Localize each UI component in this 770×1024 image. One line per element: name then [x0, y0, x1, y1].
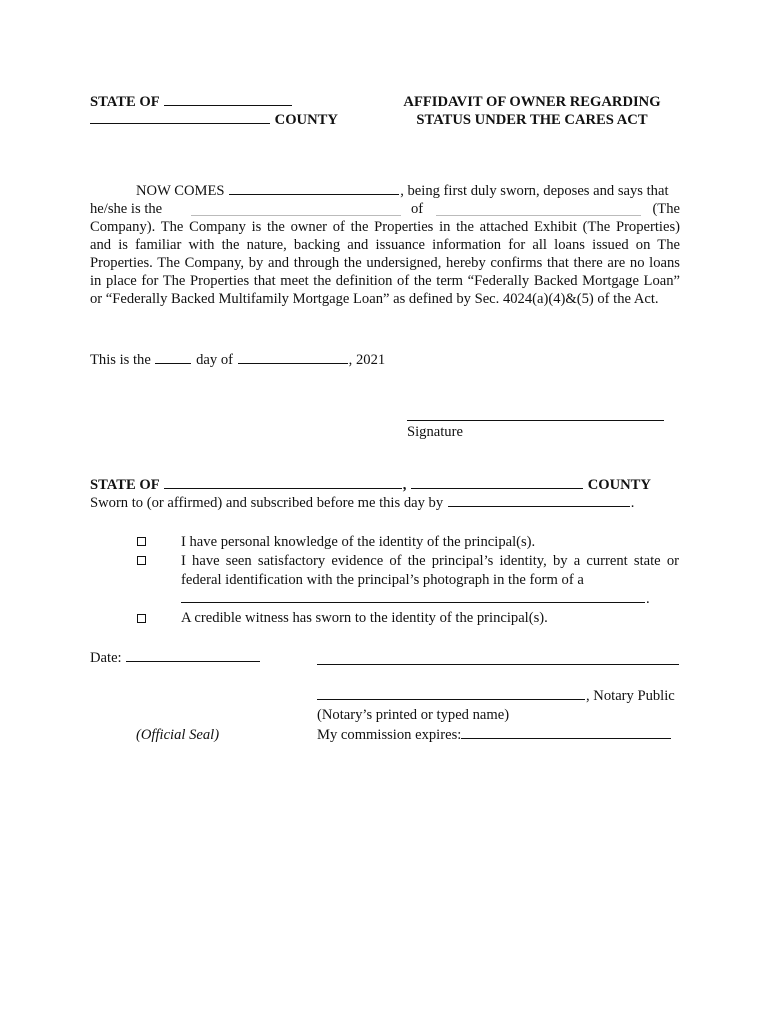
this-is-the-text: This is the	[90, 352, 151, 368]
paragraph-line-5: Properties. The Company, by and through the undersigned, hereby confirms that there are no loans	[90, 255, 680, 271]
day-of-text: day of	[196, 352, 234, 368]
state-blank[interactable]	[164, 104, 292, 106]
official-seal-label: (Official Seal)	[136, 727, 220, 743]
signature-line[interactable]	[407, 420, 664, 421]
paragraph-line-1	[90, 182, 680, 200]
the-paren-text: (The	[652, 201, 680, 217]
commission-expires-text: My commission expires:	[317, 727, 462, 743]
affiant-name-blank[interactable]	[229, 193, 399, 195]
year-text: , 2021	[348, 352, 386, 368]
paragraph-line-3: Company). The Company is the owner of the Properties in the attached Exhibit (The Properties)	[90, 219, 680, 235]
period-text: .	[630, 495, 635, 511]
county-label: COUNTY	[274, 112, 338, 128]
notary-county-label: COUNTY	[587, 477, 651, 493]
notary-name-blank[interactable]	[317, 698, 585, 700]
commission-expires-line	[317, 727, 672, 744]
signature-label: Signature	[407, 424, 463, 440]
notary-public-text: , Notary Public	[586, 688, 675, 704]
execution-date-line	[90, 352, 385, 369]
he-she-text: he/she is the	[90, 201, 163, 217]
option-credible-witness: A credible witness has sworn to the identity of the principal(s).	[181, 610, 548, 626]
paragraph-line-7: or “Federally Backed Multifamily Mortgage Loan” as defined by Sec. 4024(a)(4)&(5) of the Act.	[90, 291, 659, 307]
paragraph-line-6: in place for The Properties that meet the definition of the term “Federally Backed Mortgage Loan”	[90, 273, 680, 289]
comma-text: ,	[402, 477, 407, 493]
state-of-label: STATE OF	[90, 94, 160, 110]
checkbox-credible-witness[interactable]	[137, 614, 146, 623]
notary-printed-name-label: (Notary’s printed or typed name)	[317, 707, 510, 723]
affidavit-paragraph	[90, 182, 680, 308]
sworn-text: Sworn to (or affirmed) and subscribed before me this day by	[90, 495, 444, 511]
of-text: of	[411, 201, 424, 217]
commission-expires-blank[interactable]	[461, 737, 671, 739]
company-blank[interactable]	[436, 214, 641, 216]
document-title-line1: AFFIDAVIT OF OWNER REGARDING	[403, 94, 661, 110]
notary-state-of-label: STATE OF	[90, 477, 160, 493]
header-county	[90, 112, 338, 129]
checkbox-satisfactory-evidence[interactable]	[137, 556, 146, 565]
notary-state-county	[90, 477, 651, 494]
sworn-by-blank[interactable]	[448, 505, 630, 507]
identification-form-blank[interactable]	[181, 601, 645, 603]
title-blank[interactable]	[191, 214, 401, 216]
identification-form-line	[181, 591, 650, 608]
date-blank[interactable]	[126, 660, 260, 662]
option-satisfactory-evidence: I have seen satisfactory evidence of the principal’s identity, by a current state or	[181, 553, 679, 569]
now-comes-text: NOW COMES	[136, 183, 225, 199]
notary-date	[90, 650, 261, 667]
paragraph-line-2	[90, 200, 680, 218]
option-satisfactory-evidence-cont: federal identification with the principal’s photograph in the form of a	[181, 572, 584, 588]
sworn-text: , being first duly sworn, deposes and says that	[400, 183, 669, 199]
header-state-of	[90, 94, 293, 111]
notary-signature-line[interactable]	[317, 664, 679, 665]
sworn-line	[90, 495, 634, 512]
day-blank[interactable]	[155, 362, 191, 364]
county-blank[interactable]	[90, 122, 270, 124]
period-text: .	[646, 591, 650, 607]
document-title-line2: STATUS UNDER THE CARES ACT	[416, 112, 648, 128]
option-personal-knowledge: I have personal knowledge of the identity of the principal(s).	[181, 534, 536, 550]
month-blank[interactable]	[238, 362, 348, 364]
notary-public-line	[317, 688, 675, 705]
date-label: Date:	[90, 650, 122, 666]
paragraph-line-4: and is familiar with the nature, backing and issuance information for all loans issued on The	[90, 237, 680, 253]
notary-county-blank[interactable]	[411, 487, 583, 489]
notary-state-blank[interactable]	[164, 487, 402, 489]
checkbox-personal-knowledge[interactable]	[137, 537, 146, 546]
